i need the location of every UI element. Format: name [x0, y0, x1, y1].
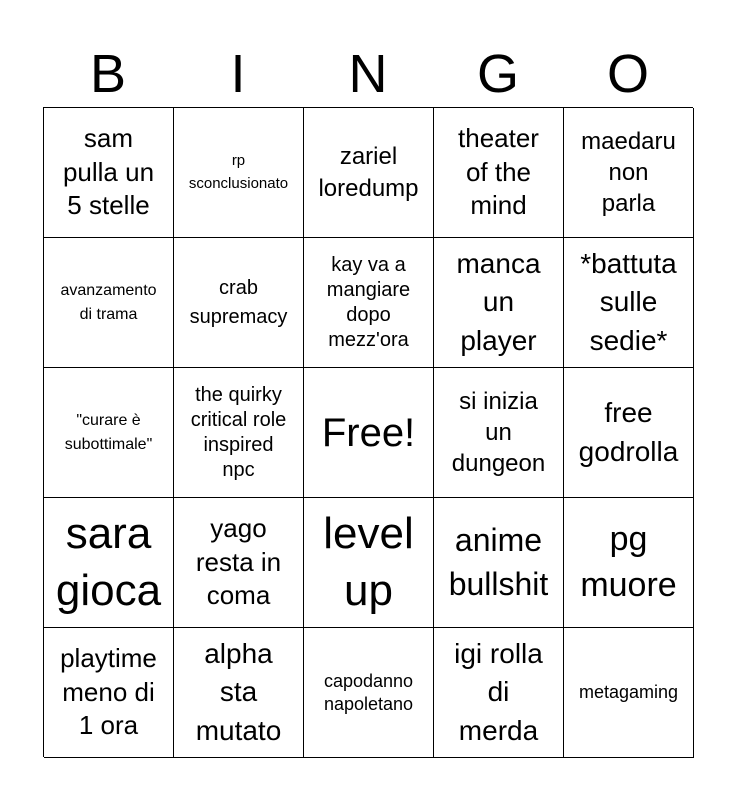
bingo-cell-text: kay va a mangiare dopo mezz'ora [326, 253, 411, 351]
bingo-cell[interactable] [434, 368, 564, 498]
bingo-cell-text: theater of the mind [458, 122, 539, 221]
bingo-grid [43, 107, 693, 757]
bingo-cell[interactable] [304, 238, 434, 368]
bingo-cell-text: crab supremacy [189, 276, 288, 328]
bingo-cell[interactable] [434, 498, 564, 628]
header-letter-o: O [606, 44, 649, 104]
bingo-cell-text: the quirky critical role inspired npc [190, 383, 287, 481]
bingo-cell[interactable] [44, 368, 174, 498]
bingo-cell-text: alpha sta mutato [195, 637, 282, 746]
bingo-cell-text: capodanno napoletano [323, 671, 414, 714]
bingo-cell-text: avanzamento di trama [60, 282, 157, 323]
bingo-cell[interactable] [174, 368, 304, 498]
bingo-cell-text: yago resta in coma [195, 512, 282, 611]
bingo-cell[interactable] [434, 628, 564, 758]
bingo-cell-text: si inizia un dungeon [451, 387, 546, 478]
header-letter-g: G [476, 44, 519, 104]
bingo-cell[interactable] [304, 628, 434, 758]
bingo-cell[interactable] [304, 368, 434, 498]
bingo-cell-text: sam pulla un 5 stelle [62, 122, 155, 221]
bingo-cell-text: free godrolla [578, 396, 679, 467]
bingo-cell-text: zariel loredump [318, 143, 419, 202]
header-letter-n: N [348, 44, 388, 104]
bingo-header [43, 40, 693, 108]
bingo-cell[interactable] [44, 238, 174, 368]
bingo-cell-text: rp sconclusionato [188, 152, 289, 192]
bingo-cell-text: metagaming [578, 682, 679, 703]
bingo-cell-text: igi rolla di merda [454, 637, 543, 746]
bingo-cell-text: level up [323, 509, 414, 615]
bingo-cell[interactable] [44, 628, 174, 758]
bingo-cell[interactable] [564, 238, 694, 368]
bingo-cell[interactable] [44, 498, 174, 628]
bingo-cell-text: playtime meno di 1 ora [60, 642, 157, 741]
bingo-cell-text: pg muore [580, 519, 677, 604]
bingo-cell[interactable] [564, 368, 694, 498]
header-letter-i: I [230, 44, 246, 104]
bingo-cell[interactable] [304, 108, 434, 238]
bingo-cell-text: maedaru non parla [581, 127, 676, 218]
bingo-cell-text: anime bullshit [448, 522, 549, 602]
bingo-cell-text: manca un player [456, 247, 541, 356]
bingo-cell[interactable] [44, 108, 174, 238]
bingo-cell-text: *battuta sulle sedie* [580, 247, 677, 356]
bingo-cell[interactable] [174, 498, 304, 628]
bingo-cell[interactable] [174, 628, 304, 758]
bingo-cell[interactable] [174, 238, 304, 368]
bingo-cell[interactable] [434, 108, 564, 238]
bingo-cell[interactable] [564, 628, 694, 758]
bingo-cell[interactable] [564, 108, 694, 238]
bingo-cell[interactable] [304, 498, 434, 628]
bingo-cell-text: "curare è subottimale" [64, 412, 153, 453]
bingo-cell[interactable] [434, 238, 564, 368]
bingo-cell[interactable] [564, 498, 694, 628]
bingo-cell-text: Free! [321, 410, 416, 455]
header-letter-b: B [89, 44, 127, 104]
bingo-cell-text: sara gioca [55, 509, 162, 615]
bingo-cell[interactable] [174, 108, 304, 238]
